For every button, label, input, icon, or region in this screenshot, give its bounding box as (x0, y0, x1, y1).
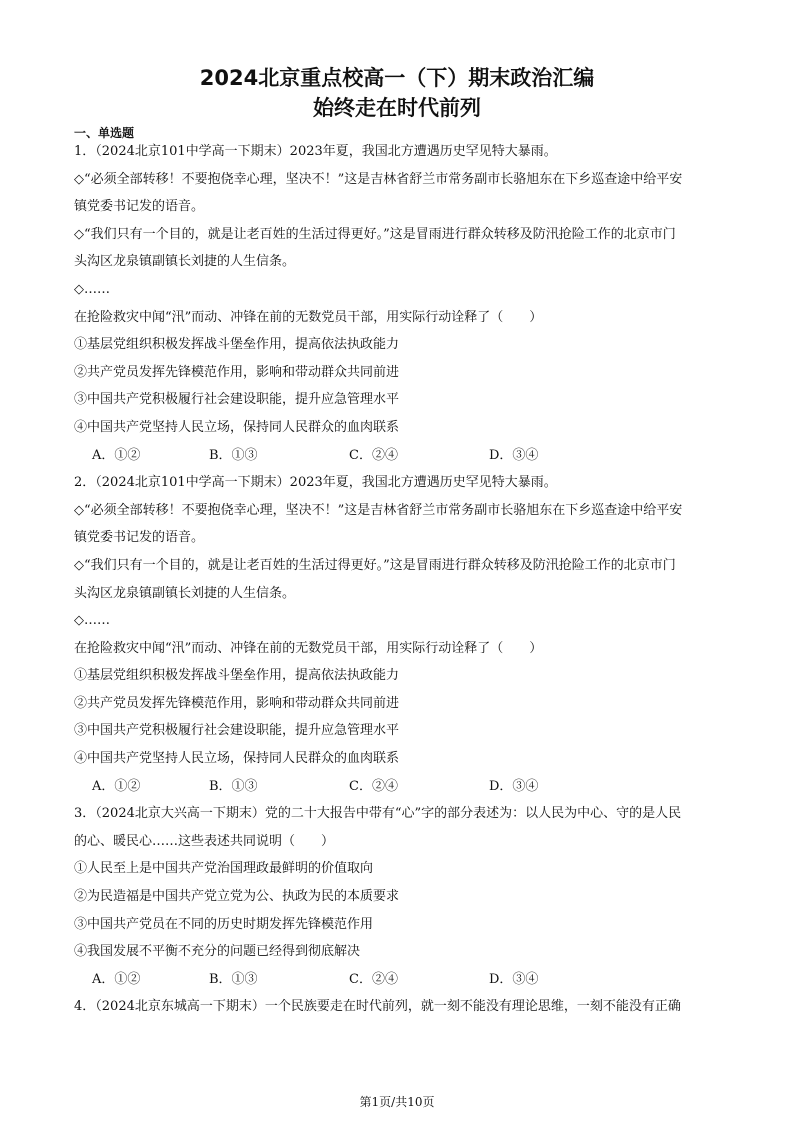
question-line: ④中国共产党坚持人民立场，保持同人民群众的血肉联系 (74, 751, 400, 767)
question-line: ④中国共产党坚持人民立场，保持同人民群众的血肉联系 (74, 419, 400, 435)
question-3 (74, 800, 734, 993)
question-line: ①基层党组织积极发挥战斗堡垒作用，提高依法执政能力 (74, 337, 400, 353)
option-b: B．①③ (209, 447, 258, 463)
option-b: B．①③ (209, 778, 258, 794)
question-line: ◇“必须全部转移！不要抱侥幸心理，坚决不！”这是吉林省舒兰市常务副市长骆旭东在下乡巡查途中给平安 (74, 171, 683, 187)
question-line: ②为民造福是中国共产党立党为公、执政为民的本质要求 (74, 889, 400, 905)
option-d: D．③④ (489, 778, 539, 794)
question-line: ◇…… (74, 613, 110, 629)
document-title: 2024北京重点校高一（下）期末政治汇编 (199, 66, 595, 90)
question-1 (74, 138, 734, 469)
answer-options (74, 966, 734, 994)
question-line: ◇“我们只有一个目的，就是让老百姓的生活过得更好。”这是冒雨进行群众转移及防汛抢险工作的北京市门 (74, 557, 676, 573)
question-line: 镇党委书记发的语音。 (74, 199, 205, 215)
answer-options (74, 773, 734, 801)
option-d: D．③④ (489, 971, 539, 987)
question-line: ②共产党员发挥先锋模范作用，影响和带动群众共同前进 (74, 364, 400, 380)
page-number: 第1页/共10页 (359, 1095, 435, 1109)
question-line: ③中国共产党积极履行社会建设职能，提升应急管理水平 (74, 392, 400, 408)
option-a: A．①② (92, 971, 141, 987)
question-line: ③中国共产党积极履行社会建设职能，提升应急管理水平 (74, 723, 400, 739)
option-d: D．③④ (489, 447, 539, 463)
answer-options (74, 442, 734, 470)
option-c: C．②④ (349, 447, 398, 463)
question-line: ①人民至上是中国共产党治国理政最鲜明的价值取向 (74, 861, 374, 877)
question-line: ④我国发展不平衡不充分的问题已经得到彻底解决 (74, 944, 361, 960)
question-line: ◇“必须全部转移！不要抱侥幸心理，坚决不！”这是吉林省舒兰市常务副市长骆旭东在下乡巡查途中给平安 (74, 502, 683, 518)
question-line: 头沟区龙泉镇副镇长刘捷的人生信条。 (74, 585, 296, 601)
section-heading: 一、单选题 (74, 126, 135, 140)
question-line: ◇…… (74, 281, 110, 297)
question-line: ◇“我们只有一个目的，就是让老百姓的生活过得更好。”这是冒雨进行群众转移及防汛抢险工作的北京市门 (74, 226, 676, 242)
question-2 (74, 469, 734, 800)
question-line: 镇党委书记发的语音。 (74, 530, 205, 546)
option-c: C．②④ (349, 971, 398, 987)
question-line: ③中国共产党员在不同的历史时期发挥先锋模范作用 (74, 916, 374, 932)
question-list (74, 138, 734, 1021)
question-line: ②共产党员发挥先锋模范作用，影响和带动群众共同前进 (74, 695, 400, 711)
question-line: 2．（2024北京101中学高一下期末）2023年夏，我国北方遭遇历史罕见特大暴雨。 (74, 475, 557, 491)
option-b: B．①③ (209, 971, 258, 987)
question-line: 头沟区龙泉镇副镇长刘捷的人生信条。 (74, 254, 296, 270)
document-subtitle: 始终走在时代前列 (313, 96, 481, 120)
question-line: 4．（2024北京东城高一下期末）一个民族要走在时代前列，就一刻不能没有理论思维，一刻不能没有正确 (74, 999, 681, 1015)
question-line: 的心、暖民心……这些表述共同说明（ ） (74, 833, 335, 849)
question-line: 1．（2024北京101中学高一下期末）2023年夏，我国北方遭遇历史罕见特大暴雨。 (74, 144, 557, 159)
question-4 (74, 993, 734, 1021)
option-a: A．①② (92, 778, 141, 794)
option-a: A．①② (92, 447, 141, 463)
question-line: 3．（2024北京大兴高一下期末）党的二十大报告中带有“心”字的部分表述为：以人民为中心、守的是人民 (74, 806, 682, 822)
question-line: ①基层党组织积极发挥战斗堡垒作用，提高依法执政能力 (74, 668, 400, 684)
question-line: 在抢险救灾中闻“汛”而动、冲锋在前的无数党员干部，用实际行动诠释了（ ） (74, 309, 543, 325)
option-c: C．②④ (349, 778, 398, 794)
question-line: 在抢险救灾中闻“汛”而动、冲锋在前的无数党员干部，用实际行动诠释了（ ） (74, 640, 543, 656)
